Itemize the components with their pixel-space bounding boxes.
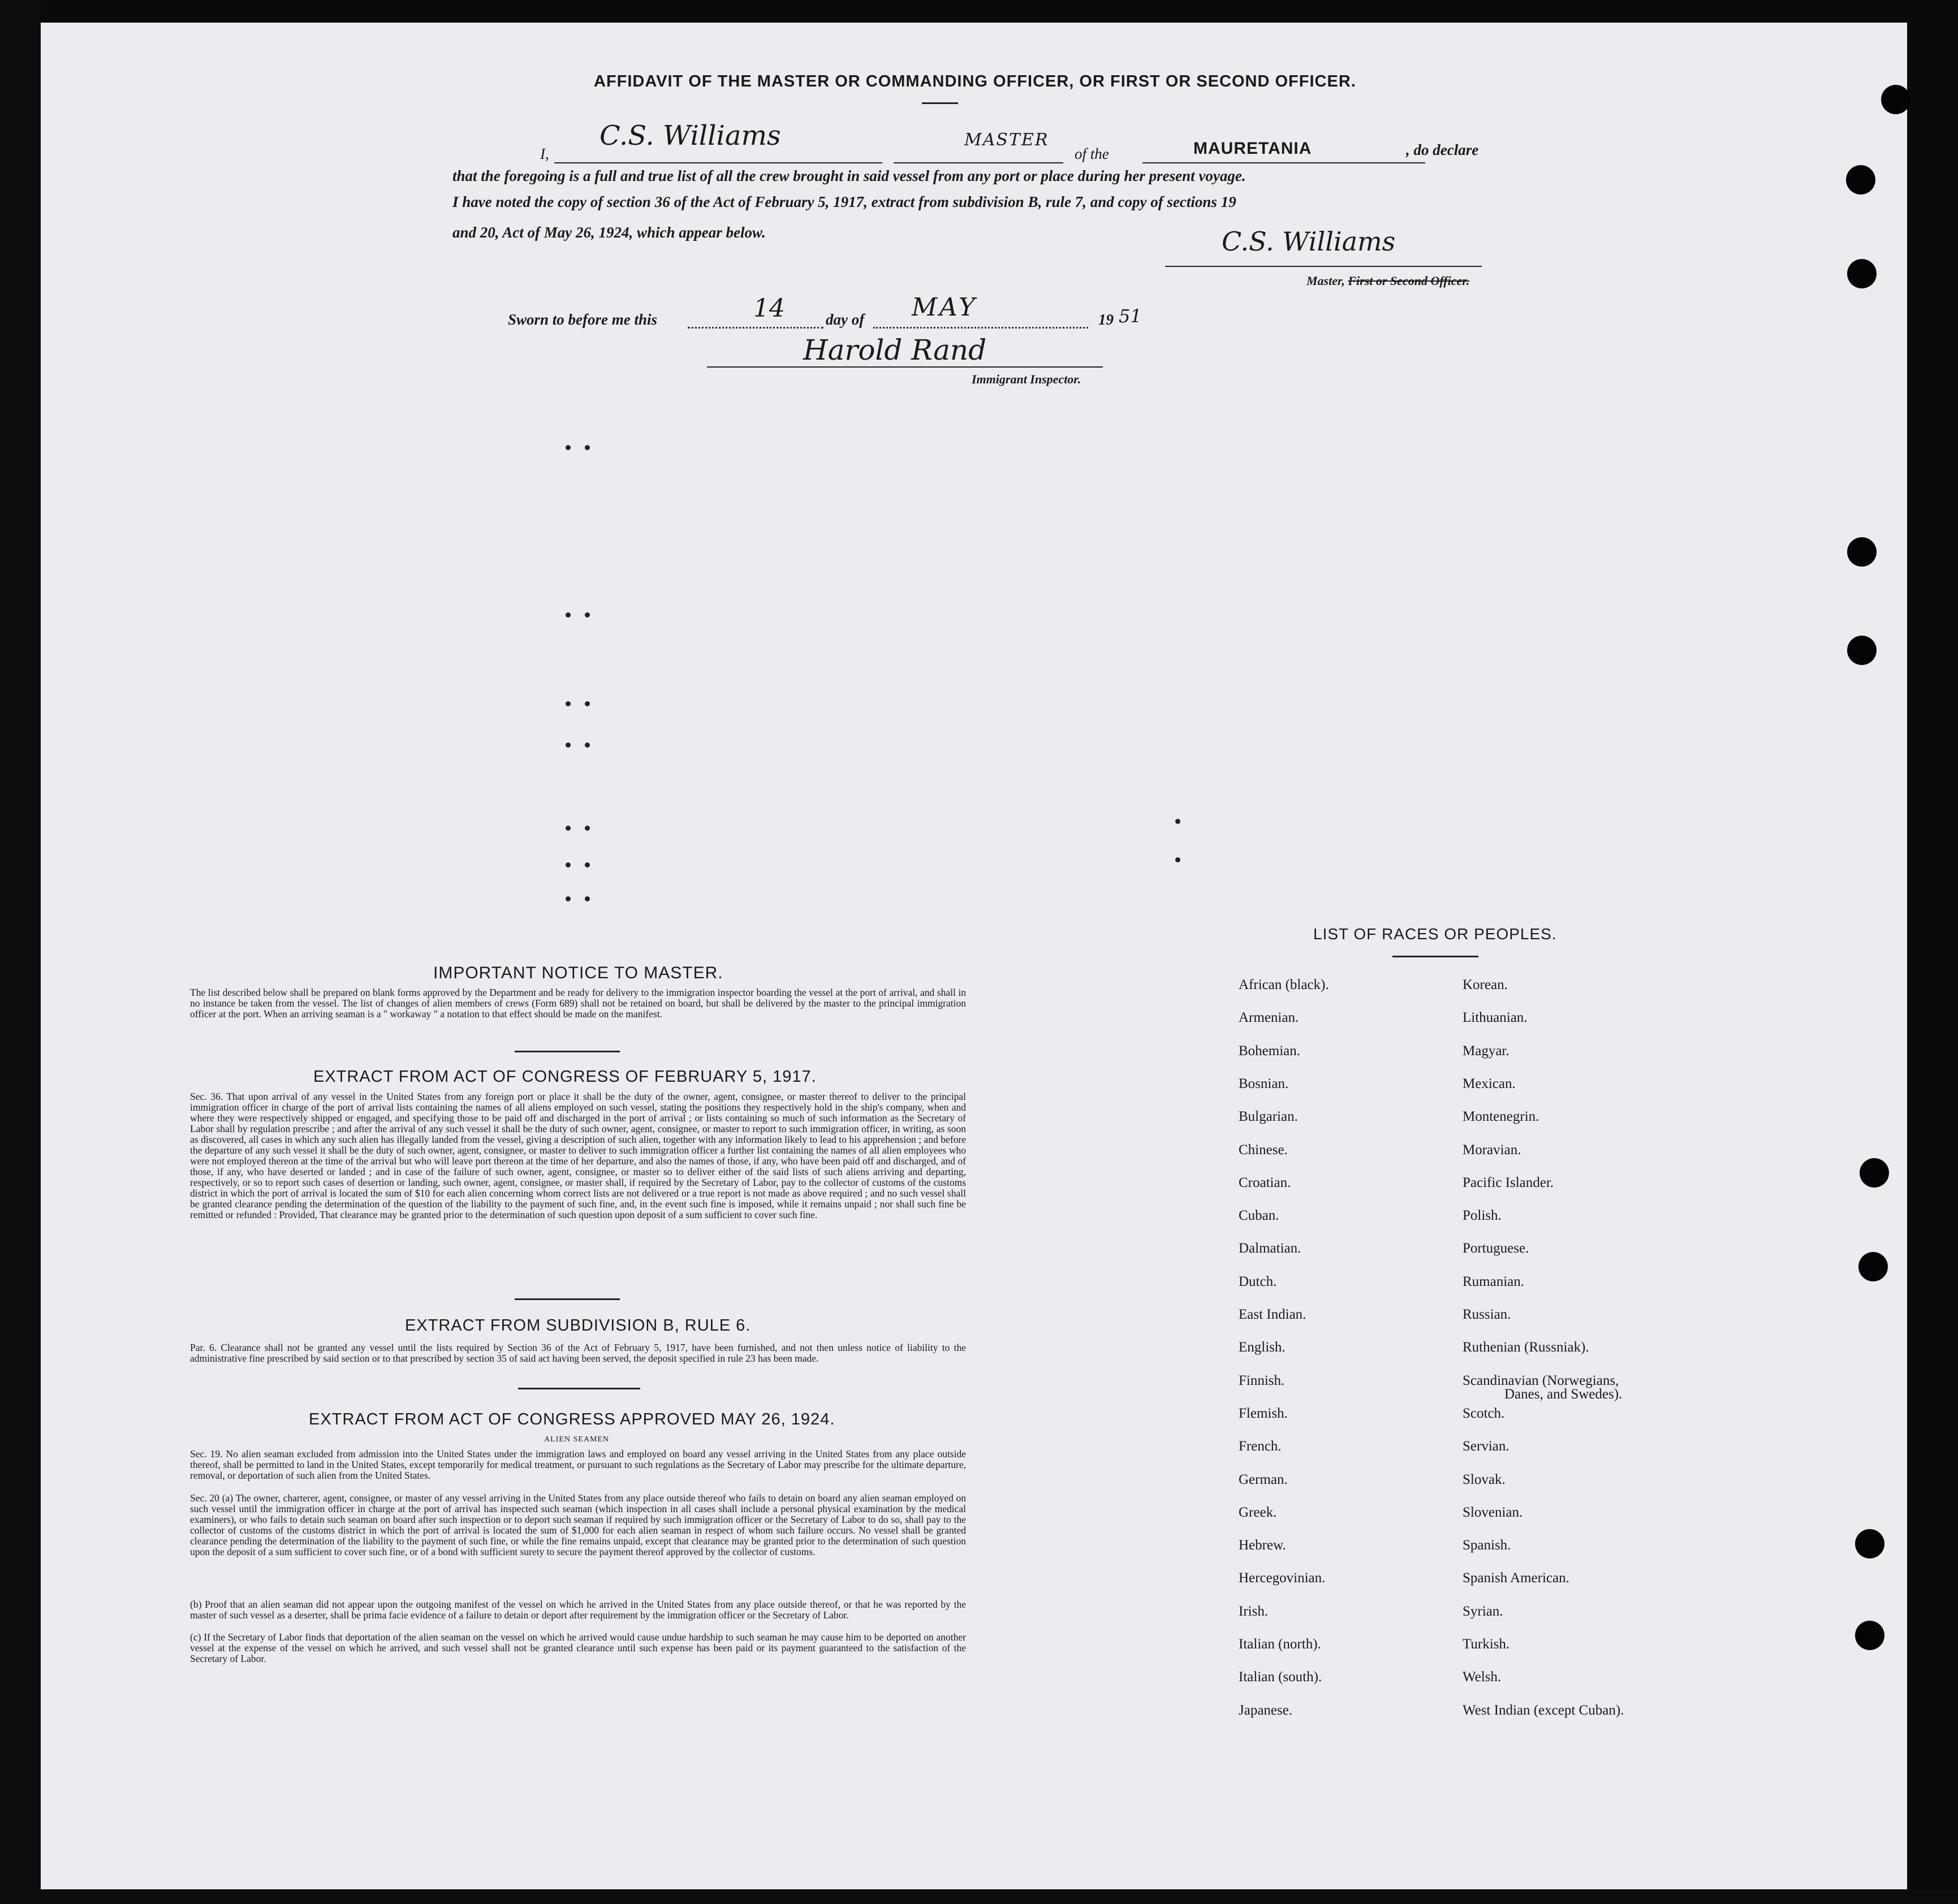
races-item: East Indian. <box>1239 1307 1306 1322</box>
affidavit-title: AFFIDAVIT OF THE MASTER OR COMMANDING OFFICER, OR FIRST OR SECOND OFFICER. <box>594 72 1356 90</box>
extract-1924-sec20c: (c) If the Secretary of Labor finds that deportation of the alien seaman on the vessel on which he arrived would cause undue hardship to such seaman he may cause him to be deported on another vessel at the expense of the vessel on which he arrived, and such vessel shall not be granted clearance until such expense has been paid or its payment guaranteed to the satisfaction of the Secretary of Labor. <box>190 1631 966 1664</box>
races-item: Finnish. <box>1239 1372 1285 1388</box>
stray-dot <box>1175 819 1180 824</box>
races-item: Magyar. <box>1463 1043 1510 1059</box>
races-item: Greek. <box>1239 1504 1277 1520</box>
notice-divider <box>515 1051 620 1052</box>
races-item: Spanish American. <box>1463 1570 1569 1586</box>
races-item: Russian. <box>1463 1307 1511 1322</box>
punch-hole <box>1847 537 1877 567</box>
do-declare-label: , do declare <box>1406 141 1479 158</box>
stray-dot <box>585 445 590 450</box>
signer-role: MASTER <box>964 130 1049 150</box>
punch-hole <box>1881 85 1910 114</box>
races-item: Rumanian. <box>1463 1273 1525 1289</box>
races-title: LIST OF RACES OR PEOPLES. <box>1313 925 1557 943</box>
extract-1917-divider <box>515 1298 620 1300</box>
inspector-signature-line <box>707 366 1103 368</box>
stray-dot <box>566 826 571 831</box>
affidavit-line-4: and 20, Act of May 26, 1924, which appear below. <box>452 224 766 241</box>
punch-hole <box>1847 636 1877 665</box>
races-item: Spanish. <box>1463 1538 1511 1553</box>
sworn-label: Sworn to before me this <box>508 311 658 328</box>
races-item: African (black). <box>1239 977 1329 992</box>
stray-dot <box>585 826 590 831</box>
races-item: Armenian. <box>1239 1010 1299 1026</box>
races-item: Pacific Islander. <box>1463 1175 1554 1190</box>
sworn-month: MAY <box>912 293 978 322</box>
master-label-text: Master, <box>1306 274 1345 288</box>
sworn-day-line <box>688 327 823 329</box>
subdivision-divider <box>518 1388 640 1389</box>
races-item: Scotch. <box>1463 1405 1505 1421</box>
stray-dot <box>585 896 590 901</box>
scan-border-bottom <box>0 1889 1958 1904</box>
extract-1917-body: Sec. 36. That upon arrival of any vessel in the United States from any foreign port or place it shall be the duty of the owner, agent, consignee, or master thereof to deliver to the principal immigration officer in charge of the port of arrival lists containing the names of all aliens employed on such vessel, stating the positions they respectively hold in the ship's company, when and where they were respectively shipped or engaged, and specifying those to be paid off and discharged in the port of arrival ; or lists containing so much of such information as the Secretary of Labor shall by regulation prescribe ; and after the arrival of any such vessel it shall be the duty of such owner, agent, consignee, or master to report to such immigration officer, in writing, as soon as discovered, all cases in which any such alien has illegally landed from the vessel, giving a description of such alien, together with any information likely to lead to his apprehension ; and before the departure of any such vessel it shall be the duty of such owner, agent, consignee, or master to deliver to such immigration officer a further list containing the names of all alien employees who were not employed thereon at the time of the arrival but who will leave port thereon at the time of her departure, and also the names of those, if any, who have been paid off and discharged, and of those, if any, who have deserted or landed ; and in case of the failure of such owner, agent, consignee, or master so to deliver either of the said lists of such aliens arriving and departing, respectively, or so to report such cases of desertion or landing, such owner, agent, consignee, or master shall, if required by the Secretary of Labor, pay to the collector of customs of the customs district in which the port of arrival is located the sum of $10 for each alien concerning whom correct lists are not delivered or a true report is not made as above required ; and no such vessel shall be granted clearance pending the determination of the question of the liability to the payment of such fine, and, in the event such fine is imposed, while it remains unpaid ; nor shall such fine be remitted or refunded : Provided, That clearance may be granted prior to the determination of such question upon deposit of a sum sufficient to cover such fine. <box>190 1091 966 1220</box>
stray-dot <box>585 701 590 706</box>
stray-dot <box>566 701 571 706</box>
role-line <box>894 162 1063 163</box>
stray-dot <box>585 862 590 867</box>
races-item: Bohemian. <box>1239 1043 1301 1059</box>
punch-hole <box>1847 259 1877 288</box>
master-signature: C.S. Williams <box>1222 226 1396 257</box>
races-item: Italian (south). <box>1239 1669 1322 1685</box>
affidavit-line-2: that the foregoing is a full and true list of all the crew brought in said vessel from any port or place during her present voyage. <box>452 167 1246 184</box>
races-item: German. <box>1239 1471 1288 1487</box>
sworn-day: 14 <box>753 294 785 323</box>
races-item: Slovak. <box>1463 1471 1506 1487</box>
races-item: Mexican. <box>1463 1076 1516 1091</box>
signer-name: C.S. Williams <box>600 120 781 152</box>
races-item: Italian (north). <box>1239 1637 1321 1652</box>
stray-dot <box>585 742 590 748</box>
master-label <box>1306 274 1469 288</box>
extract-1924-subtitle: ALIEN SEAMEN <box>544 1435 610 1444</box>
extract-1917-title: EXTRACT FROM ACT OF CONGRESS OF FEBRUARY 5, 1917. <box>313 1068 817 1086</box>
stray-dot <box>566 862 571 867</box>
punch-hole <box>1846 165 1875 195</box>
signer-name-line <box>554 162 882 163</box>
races-item: Lithuanian. <box>1463 1010 1528 1026</box>
races-item: Moravian. <box>1463 1142 1521 1158</box>
title-underline <box>922 102 958 104</box>
year-prefix: 19 <box>1098 311 1114 328</box>
races-item: Dutch. <box>1239 1273 1277 1289</box>
stray-dot <box>566 445 571 450</box>
races-item: Montenegrin. <box>1463 1109 1539 1125</box>
races-item: Welsh. <box>1463 1669 1502 1685</box>
races-item: Servian. <box>1463 1439 1510 1454</box>
races-item: Flemish. <box>1239 1405 1288 1421</box>
races-item: Turkish. <box>1463 1637 1510 1652</box>
races-item: Portuguese. <box>1463 1241 1529 1257</box>
races-item: Irish. <box>1239 1603 1269 1619</box>
races-item: Hercegovinian. <box>1239 1570 1326 1586</box>
races-title-underline <box>1392 956 1478 957</box>
stray-dot <box>566 896 571 901</box>
vessel-line <box>1142 162 1425 163</box>
master-signature-line <box>1165 266 1482 267</box>
subdivision-body: Par. 6. Clearance shall not be granted any vessel until the lists required by Section 36 of the Act of February 5, 1917, have been furnished, and not then unless notice of liability to the administrative fine prescribed by said section or to that prescribed by section 35 of said act having been served, the deposit specified in rule 23 has been made. <box>190 1342 966 1364</box>
races-item: Korean. <box>1463 977 1508 992</box>
races-item: Syrian. <box>1463 1603 1503 1619</box>
struck-officer-label: First or Second Officer. <box>1348 274 1470 288</box>
notice-body: The list described below shall be prepared on blank forms approved by the Department and be ready for delivery to the immigration inspector boarding the vessel at the port of arrival, and shall in no instance be taken from the vessel. The list of changes of alien members of crews (Form 689) shall not be retained on board, but shall be delivered by the master to the principal immigration officer at the port. When an arriving seaman is a " workaway " a notation to that effect should be made on the manifest. <box>190 987 966 1020</box>
stray-dot <box>1175 857 1180 862</box>
races-item: Hebrew. <box>1239 1538 1286 1553</box>
races-item: Croatian. <box>1239 1175 1291 1190</box>
races-item: Polish. <box>1463 1208 1502 1224</box>
punch-hole <box>1855 1529 1884 1558</box>
punch-hole <box>1860 1158 1889 1188</box>
races-item: Ruthenian (Russniak). <box>1463 1340 1589 1355</box>
notice-title: IMPORTANT NOTICE TO MASTER. <box>433 964 723 982</box>
races-item: Cuban. <box>1239 1208 1279 1224</box>
stray-dot <box>566 612 571 618</box>
races-item: Japanese. <box>1239 1702 1293 1718</box>
punch-hole <box>1855 1621 1884 1650</box>
races-item: Bosnian. <box>1239 1076 1289 1091</box>
day-of-label: day of <box>826 311 865 328</box>
extract-1924-sec19: Sec. 19. No alien seaman excluded from admission into the United States under the immigration laws and employed on board any vessel arriving in the United States from any place outside thereof, shall be permitted to land in the United States, except temporarily for medical treatment, or pursuant to such regulations as the Secretary of Labor may prescribe for the ultimate departure, removal, or deportation of such alien from the United States. <box>190 1448 966 1481</box>
inspector-signature: Harold Rand <box>803 334 987 366</box>
races-item: Slovenian. <box>1463 1504 1523 1520</box>
extract-1924-title: EXTRACT FROM ACT OF CONGRESS APPROVED MAY 26, 1924. <box>309 1410 835 1428</box>
races-item: Dalmatian. <box>1239 1241 1301 1257</box>
affidavit-line-3: I have noted the copy of section 36 of the Act of February 5, 1917, extract from subdivision B, rule 7, and copy of sections 19 <box>452 193 1236 210</box>
races-item: Scandinavian (Norwegians, <box>1463 1372 1619 1388</box>
sworn-month-line <box>873 327 1088 329</box>
scan-border-left <box>0 0 41 1904</box>
races-item: French. <box>1239 1439 1282 1454</box>
races-item: West Indian (except Cuban). <box>1463 1702 1624 1718</box>
scan-border-right <box>1907 0 1958 1904</box>
of-the-label: of the <box>1075 145 1109 162</box>
races-item: Chinese. <box>1239 1142 1288 1158</box>
races-item: Bulgarian. <box>1239 1109 1298 1125</box>
year-suffix: 51 <box>1119 305 1142 327</box>
extract-1924-sec20a: Sec. 20 (a) The owner, charterer, agent, consignee, or master of any vessel arriving in the United States from any place outside thereof who fails to detain on board any alien seaman employed on such vessel until the immigration officer in charge at the port of arrival has inspected such seaman (which inspection in all cases shall include a personal physical examination by the medical examiners), or who fails to detain such seaman on board after such inspection or to deport such seaman if required by such immigration officer or the Secretary of Labor to do so, shall pay to the collector of customs of the customs district in which the port of arrival is located the sum of $1,000 for each alien seaman in respect of whom such failure occurs. No vessel shall be granted clearance pending the determination of the liability to the payment of such fine, or while the fine remains unpaid, except that clearance may be granted prior to the determination of such question upon the deposit of a sum sufficient to cover such fine, or of a bond with sufficient surety to secure the payment thereof approved by the collector of customs. <box>190 1492 966 1557</box>
stray-dot <box>585 612 590 618</box>
scan-border-top <box>0 0 1958 23</box>
stray-dot <box>566 742 571 748</box>
subdivision-title: EXTRACT FROM SUBDIVISION B, RULE 6. <box>405 1316 751 1335</box>
affidavit-i-label: I, <box>540 145 549 162</box>
vessel-name: MAURETANIA <box>1193 139 1312 158</box>
races-item-scandinavian-cont: Danes, and Swedes). <box>1504 1387 1623 1402</box>
inspector-label: Immigrant Inspector. <box>972 372 1081 386</box>
punch-hole <box>1858 1252 1888 1281</box>
races-item: English. <box>1239 1340 1286 1355</box>
extract-1924-sec20b: (b) Proof that an alien seaman did not appear upon the outgoing manifest of the vessel on which he arrived in the United States from any place outside thereof, or that he was reported by the master of such vessel as a deserter, shall be prima facie evidence of a failure to detain or deport after requirement by the immigration officer or the Secretary of Labor. <box>190 1599 966 1621</box>
